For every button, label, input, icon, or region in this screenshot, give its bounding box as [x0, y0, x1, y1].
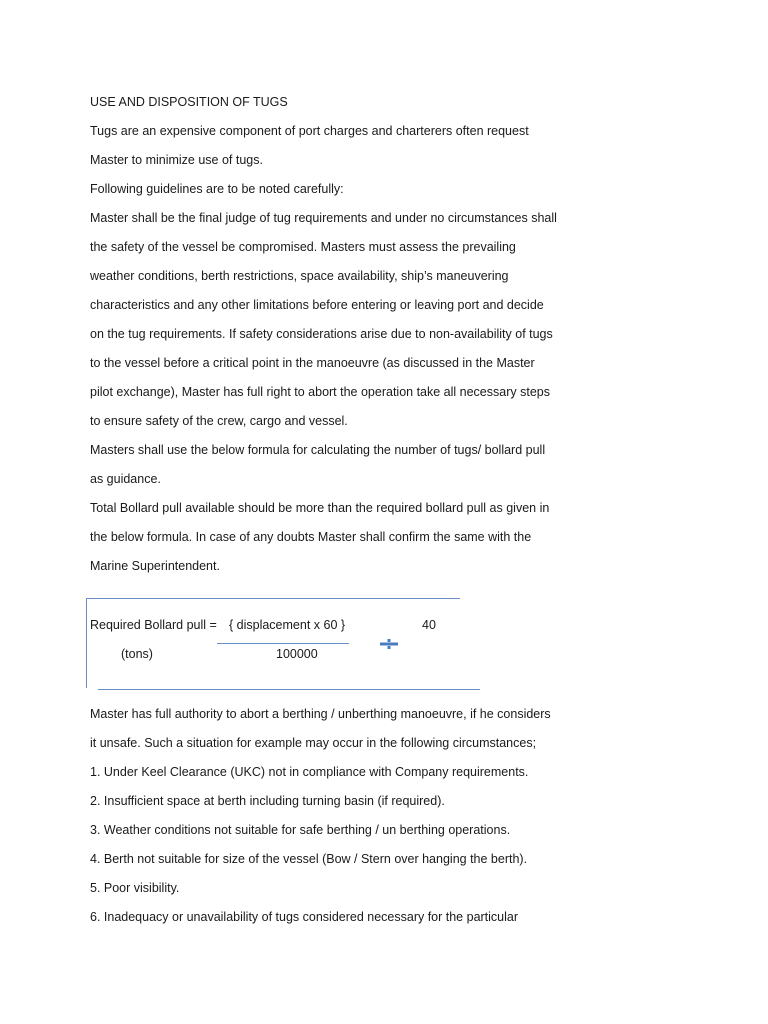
list-item: 4. Berth not suitable for size of the vessel (Bow / Stern over hanging the berth). — [90, 852, 528, 866]
paragraph-line: to ensure safety of the crew, cargo and vessel. — [90, 414, 348, 428]
formula-numerator: { displacement x 60 } — [229, 618, 346, 632]
paragraph-line: Master shall be the final judge of tug requirements and under no circumstances shall — [90, 211, 557, 225]
list-item: 6. Inadequacy or unavailability of tugs considered necessary for the particular — [90, 910, 519, 924]
paragraph-line: to the vessel before a critical point in the manoeuvre (as discussed in the Master — [90, 356, 535, 370]
formula-label: Required Bollard pull = — [90, 618, 217, 632]
paragraph-line: Master to minimize use of tugs. — [90, 153, 263, 167]
formula-box — [86, 598, 481, 692]
paragraph-line: weather conditions, berth restrictions, space availability, ship’s maneuvering — [90, 269, 509, 283]
paragraph-line: Total Bollard pull available should be more than the required bollard pull as given in — [90, 501, 550, 515]
list-item: 2. Insufficient space at berth including turning basin (if required). — [90, 794, 445, 808]
document-heading: USE AND DISPOSITION OF TUGS — [90, 95, 288, 109]
paragraph-line: the below formula. In case of any doubts Master shall confirm the same with the — [90, 530, 532, 544]
paragraph-line: on the tug requirements. If safety considerations arise due to non-availability of tugs — [90, 327, 553, 341]
formula-box-left-border — [86, 598, 87, 688]
paragraph-line: pilot exchange), Master has full right to abort the operation take all necessary steps — [90, 385, 550, 399]
fraction-bar — [217, 643, 349, 644]
paragraph-line: the safety of the vessel be compromised. Masters must assess the prevailing — [90, 240, 516, 254]
paragraph-line: Following guidelines are to be noted carefully: — [90, 182, 344, 196]
paragraph-line: characteristics and any other limitations before entering or leaving port and decide — [90, 298, 544, 312]
paragraph-line: Marine Superintendent. — [90, 559, 220, 573]
divide-icon — [380, 639, 398, 649]
formula-box-bottom-border — [98, 689, 480, 690]
formula-unit: (tons) — [121, 647, 153, 661]
formula-box-top-border — [86, 598, 460, 599]
paragraph-line: Masters shall use the below formula for calculating the number of tugs/ bollard pull — [90, 443, 546, 457]
formula-divisor: 40 — [422, 618, 436, 632]
list-item: 3. Weather conditions not suitable for safe berthing / un berthing operations. — [90, 823, 511, 837]
paragraph-line: as guidance. — [90, 472, 161, 486]
paragraph-line: it unsafe. Such a situation for example may occur in the following circumstances; — [90, 736, 537, 750]
paragraph-line: Master has full authority to abort a berthing / unberthing manoeuvre, if he considers — [90, 707, 551, 721]
list-item: 1. Under Keel Clearance (UKC) not in compliance with Company requirements. — [90, 765, 529, 779]
paragraph-line: Tugs are an expensive component of port charges and charterers often request — [90, 124, 529, 138]
list-item: 5. Poor visibility. — [90, 881, 180, 895]
formula-denominator: 100000 — [276, 647, 318, 661]
